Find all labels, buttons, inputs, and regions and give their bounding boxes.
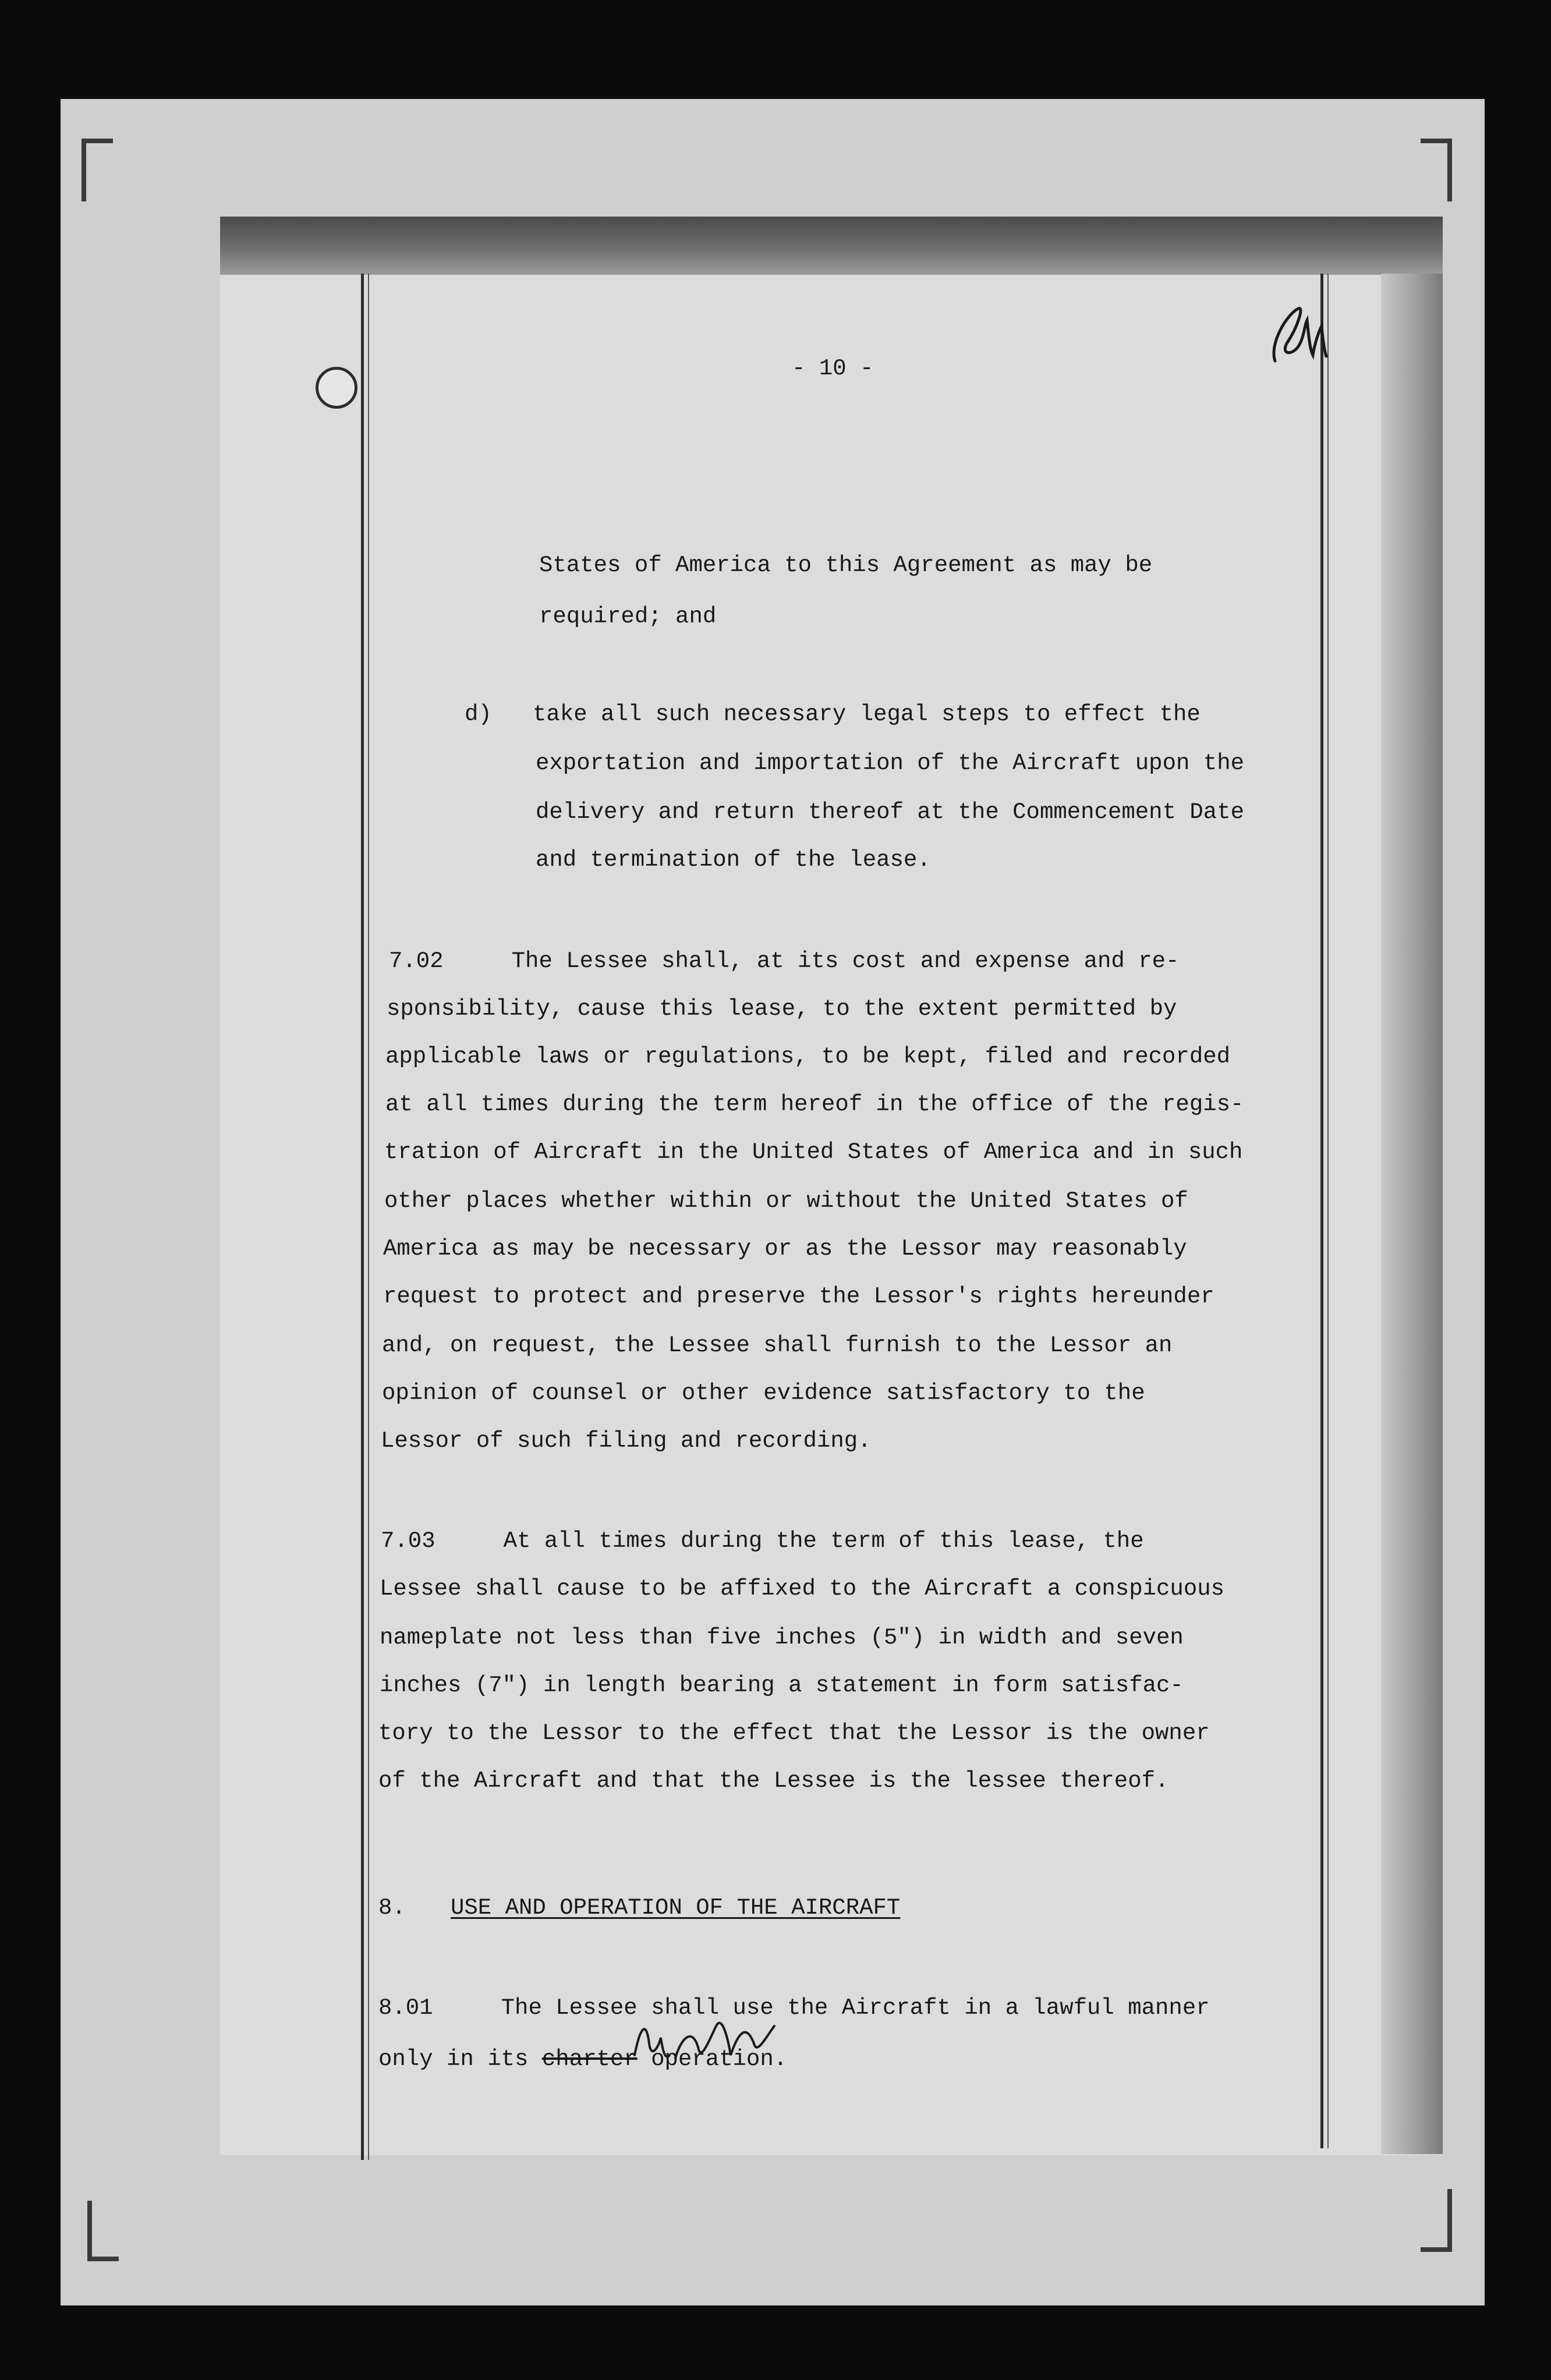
body-line: sponsibility, cause this lease, to the extent permitted by bbox=[387, 996, 1177, 1022]
body-line: delivery and return thereof at the Commencement Date bbox=[536, 799, 1244, 825]
right-margin-rule bbox=[1320, 274, 1323, 2148]
crop-mark-bottom-left bbox=[87, 2201, 119, 2261]
clause-8-01-line-1: 8.01 The Lessee shall use the Aircraft in a lawful manner bbox=[378, 1995, 1210, 2021]
section-8-number: 8. bbox=[378, 1895, 406, 1921]
body-line: d) take all such necessary legal steps to effect the bbox=[465, 702, 1201, 727]
handwritten-initials-icon bbox=[1263, 291, 1333, 378]
crop-mark-top-right bbox=[1421, 139, 1452, 201]
body-line: inches (7") in length bearing a statement in form satisfac- bbox=[380, 1673, 1184, 1698]
page-number: - 10 - bbox=[792, 356, 874, 381]
left-margin-rule bbox=[361, 274, 364, 2160]
body-line: nameplate not less than five inches (5") in width and seven bbox=[380, 1625, 1184, 1651]
body-line: and, on request, the Lessee shall furnish to the Lessor an bbox=[382, 1333, 1173, 1358]
left-margin-rule-inner bbox=[368, 274, 369, 2160]
punch-hole-icon bbox=[316, 367, 357, 409]
body-line: other places whether within or without the United States of bbox=[384, 1188, 1188, 1214]
body-line: required; and bbox=[539, 604, 717, 629]
scan-shadow-top bbox=[220, 217, 1443, 275]
clause-8-01-text-b: operation. bbox=[637, 2046, 788, 2072]
body-line: tration of Aircraft in the United States of America and in such bbox=[384, 1139, 1243, 1165]
clause-8-01-struck-word: charter bbox=[541, 2046, 638, 2072]
body-line: of the Aircraft and that the Lessee is the lessee thereof. bbox=[378, 1768, 1169, 1794]
crop-mark-bottom-right bbox=[1421, 2189, 1452, 2252]
handwritten-signature-icon bbox=[629, 2003, 780, 2073]
body-line: at all times during the term hereof in the office of the regis- bbox=[385, 1092, 1244, 1117]
section-8-heading: USE AND OPERATION OF THE AIRCRAFT bbox=[451, 1895, 901, 1921]
scan-shadow-right bbox=[1381, 274, 1443, 2154]
body-line: 7.03 At all times during the term of this lease, the bbox=[381, 1528, 1144, 1554]
body-line: Lessor of such filing and recording. bbox=[381, 1428, 872, 1454]
clause-8-01-text-a: only in its bbox=[378, 2046, 542, 2072]
body-line: tory to the Lessor to the effect that the Lessor is the owner bbox=[378, 1720, 1210, 1746]
body-line: opinion of counsel or other evidence satisfactory to the bbox=[382, 1380, 1145, 1406]
document-page bbox=[220, 217, 1443, 2155]
body-line: States of America to this Agreement as may be bbox=[539, 552, 1153, 578]
body-line: request to protect and preserve the Lessor's rights hereunder bbox=[383, 1284, 1214, 1309]
body-line: and termination of the lease. bbox=[536, 847, 931, 873]
body-line: 7.02 The Lessee shall, at its cost and expense and re- bbox=[389, 948, 1180, 974]
crop-mark-top-left bbox=[82, 139, 113, 201]
body-line: applicable laws or regulations, to be kept, filed and recorded bbox=[385, 1044, 1231, 1069]
right-margin-rule-inner bbox=[1327, 274, 1329, 2148]
body-line: exportation and importation of the Aircraft upon the bbox=[536, 750, 1244, 776]
body-line: Lessee shall cause to be affixed to the Aircraft a conspicuous bbox=[380, 1576, 1225, 1602]
body-line: America as may be necessary or as the Lessor may reasonably bbox=[383, 1236, 1187, 1262]
